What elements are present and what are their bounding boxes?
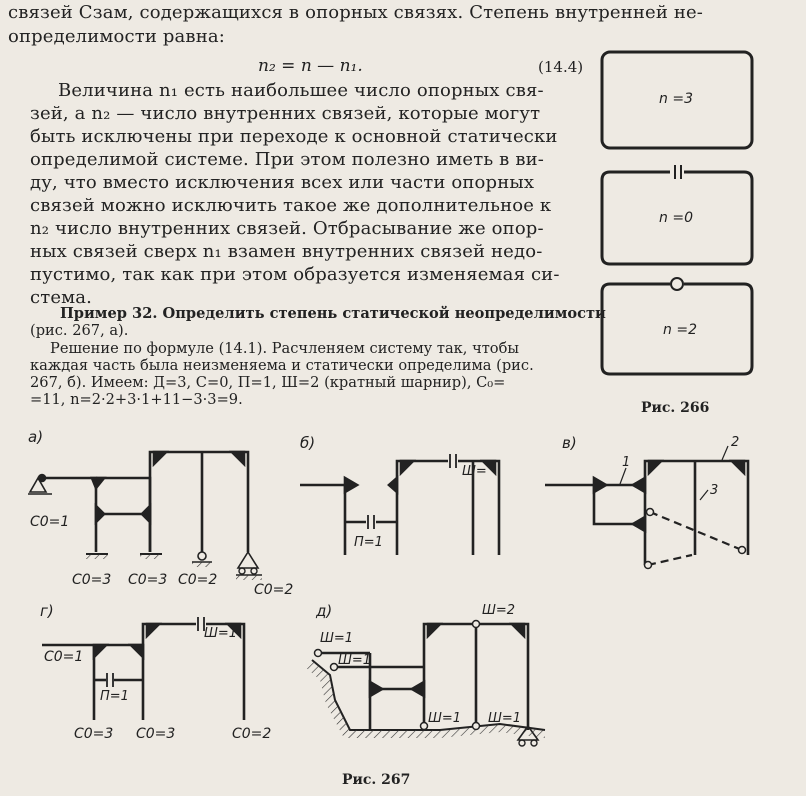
panel-label: в) — [562, 434, 577, 452]
link-label: П=1 — [100, 689, 129, 704]
text-line: пустимо, так как при этом образуется изменяемая си- — [30, 264, 560, 285]
panel-label: г) — [40, 602, 54, 620]
text-line: связей можно исключить такое же дополнительное к — [30, 195, 552, 216]
text-line: зей, а n₂ — число внутренних связей, которые могут — [30, 103, 541, 124]
panel-label: д) — [316, 602, 333, 620]
text-line: связей Сзам, содержащихся в опорных связях. Степень внутренней не- — [8, 2, 704, 23]
support-label: C0=3 — [136, 726, 176, 742]
link-label: П=1 — [354, 535, 383, 550]
member-label: 1 — [622, 455, 631, 470]
panel-v — [545, 434, 748, 569]
text-line: быть исключены при переходе к основной статически — [30, 126, 558, 147]
support-label: C0=1 — [44, 649, 84, 665]
text-line: Величина n₁ есть наибольшее число опорных свя- — [58, 80, 544, 101]
text-line: 267, б). Имеем: Д=3, С=0, П=1, Ш=2 (кратный шарнир), C₀= — [30, 374, 506, 391]
text-line: n₂ число внутренних связей. Отбрасывание же опор- — [30, 218, 544, 239]
panel-b — [300, 434, 499, 555]
panel-label: б) — [300, 434, 316, 452]
frame-label: n =3 — [659, 91, 693, 107]
support-label: C0=3 — [72, 572, 112, 588]
equation-number: (14.4) — [538, 58, 584, 76]
example-title: Пример 32. Определить степень статической неопределимости — [60, 305, 606, 322]
text-line: определимости равна: — [8, 26, 225, 47]
hinge-icon — [671, 278, 683, 290]
hinge-label: Ш=1 — [320, 631, 354, 646]
frame-label: n =2 — [663, 322, 697, 338]
support-label: C0=2 — [232, 726, 272, 742]
text-line: =11, n=2·2+3·1+11−3·3=9. — [30, 391, 243, 408]
hinge-label: Ш=1 — [428, 711, 462, 726]
hinge-label: Ш=1 — [338, 653, 372, 668]
member-label: 2 — [731, 435, 740, 450]
text-line: определимой системе. При этом полезно иметь в ви- — [30, 149, 544, 170]
hinge-label: Ш= — [462, 464, 487, 479]
support-label: C0=3 — [74, 726, 114, 742]
support-label: C0=2 — [178, 572, 218, 588]
support-label: C0=2 — [254, 582, 294, 598]
figure-266-caption: Рис. 266 — [641, 400, 710, 416]
text-line: каждая часть была неизменяема и статически определима (рис. — [30, 357, 534, 374]
support-label: C0=3 — [128, 572, 168, 588]
panel-label: а) — [28, 428, 44, 446]
equation: n₂ = n — n₁. — [258, 56, 363, 76]
text-line: Решение по формуле (14.1). Расчленяем систему так, чтобы — [50, 340, 519, 357]
text-line: стема. — [30, 287, 93, 308]
figure-267-caption: Рис. 267 — [342, 772, 411, 788]
hinge-label: Ш=1 — [204, 626, 238, 641]
text-line: ду, что вместо исключения всех или части опорных — [30, 172, 535, 193]
frame-label: n =0 — [659, 210, 693, 226]
panel-d — [304, 602, 545, 746]
hinge-label: Ш=2 — [482, 603, 516, 618]
text-line: (рис. 267, а). — [30, 322, 129, 339]
figure-266 — [602, 52, 752, 374]
text-line: ных связей сверх n₁ взамен внутренних связей недо- — [30, 241, 543, 262]
hinge-label: Ш=1 — [488, 711, 522, 726]
panel-g — [40, 602, 271, 742]
member-label: 3 — [710, 483, 719, 498]
panel-a — [28, 428, 293, 598]
support-label: C0=1 — [30, 514, 70, 530]
